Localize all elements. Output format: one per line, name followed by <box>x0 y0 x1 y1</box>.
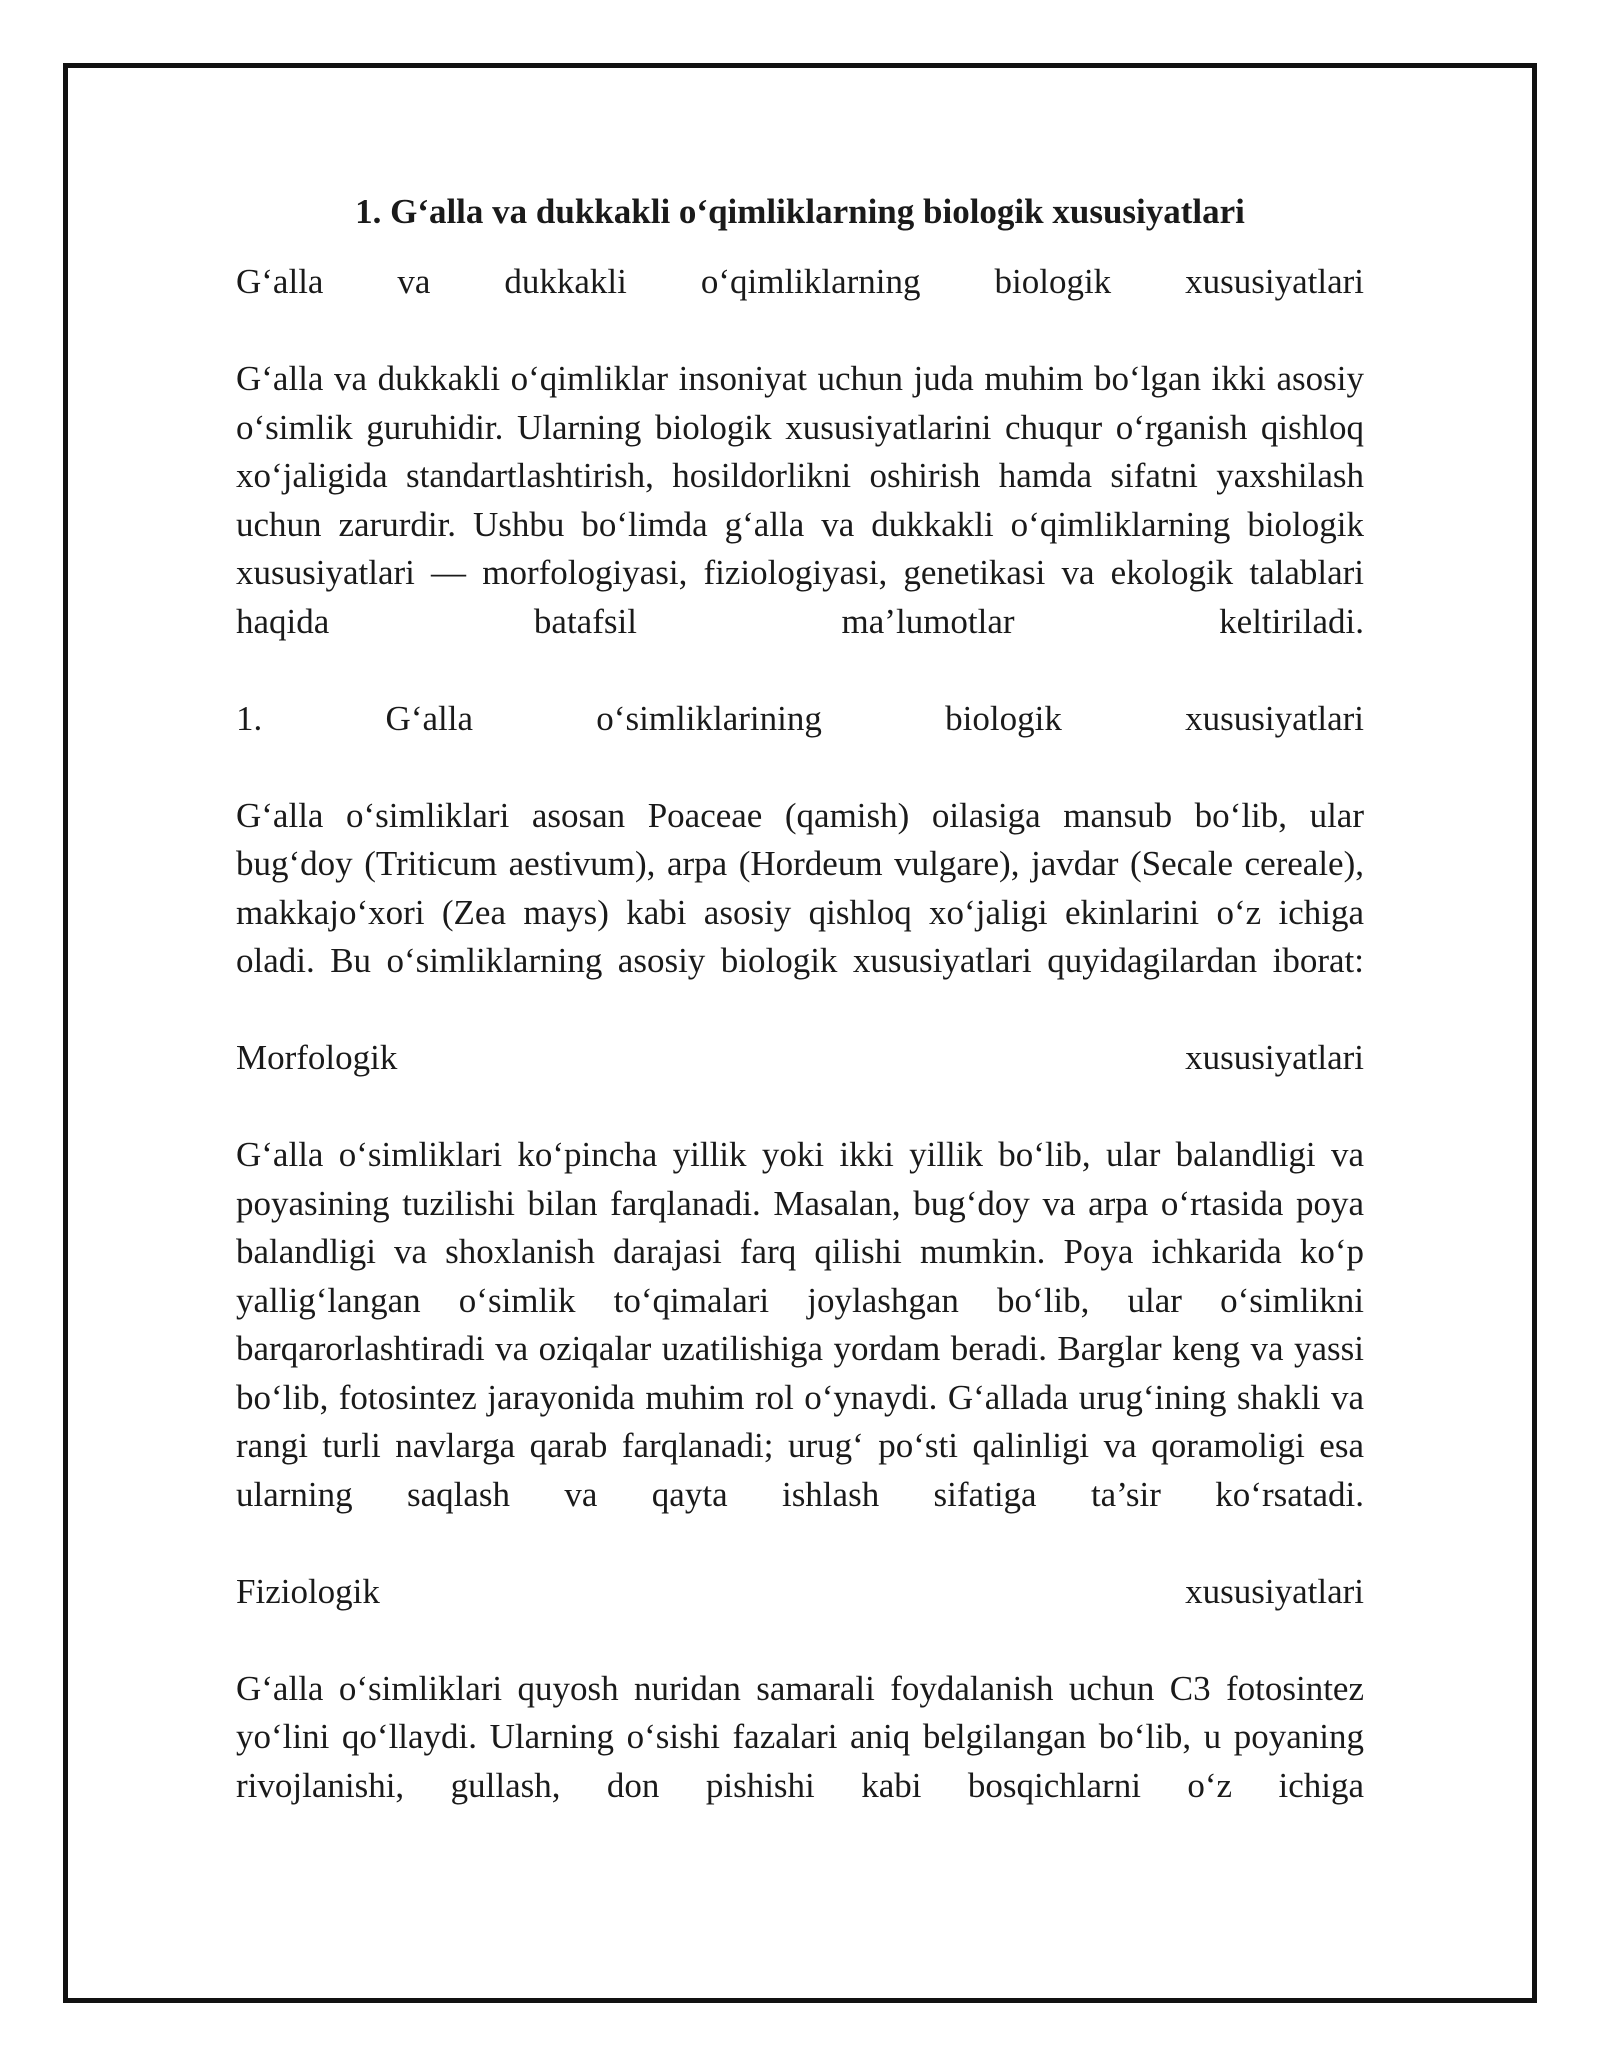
section-heading-galla: 1. G‘alla o‘simliklarining biologik xususiyatlari <box>236 698 1364 738</box>
document-title: 1. G‘alla va dukkakli o‘qimliklarning biologik xususiyatlari <box>355 192 1245 231</box>
fiziologik-paragraph: G‘alla o‘simliklari quyosh nuridan samarali foydalanish uchun C3 fotosintez yo‘lini qo‘llaydi. Ularning o‘sishi fazalari aniq belgilangan bo‘lib, u poyaning rivojlanishi, gullash, don pishishi kabi bosqichlarni o‘z ichiga <box>236 1668 1364 1805</box>
subheading-fiziologik: Fiziologik xususiyatlari <box>236 1571 1364 1611</box>
intro-paragraph: G‘alla va dukkakli o‘qimliklar insoniyat uchun juda muhim bo‘lgan ikki asosiy o‘simlik guruhidir. Ularning biologik xususiyatlarini chuqur o‘rganish qishloq xo‘jaligida standartlashtirish, hosildorlikni oshirish hamda sifatni yaxshilash uchun zarurdir. Ushbu bo‘limda g‘alla va dukkakli o‘qimliklarning biologik xususiyatlari — morfologiyasi, fiziologiyasi, genetikasi va ekologik talablari haqida batafsil ma’lumotlar keltiriladi. <box>236 359 1364 641</box>
paragraph-gap <box>236 307 1364 356</box>
paragraph-gap <box>236 743 1364 792</box>
subtitle-line: G‘alla va dukkakli o‘qimliklarning biologik xususiyatlari <box>236 262 1364 301</box>
paragraph-gap <box>236 986 1364 1035</box>
paragraph-gap <box>236 1083 1364 1132</box>
paragraph-gap <box>236 646 1364 695</box>
subheading-morfologik: Morfologik xususiyatlari <box>236 1038 1364 1077</box>
galla-paragraph: G‘alla o‘simliklari asosan Poaceae (qamish) oilasiga mansub bo‘lib, ular bug‘doy (Triticum aestivum), arpa (Hordeum vulgare), javdar (Secale cereale), makkajo‘xori (Zea mays) kabi asosiy qishloq xo‘jaligi ekinlarini o‘z ichiga oladi. Bu o‘simliklarning asosiy biologik xususiyatlari quyidagilardan iborat: <box>236 795 1364 980</box>
morfologik-paragraph: G‘alla o‘simliklari ko‘pincha yillik yoki ikki yillik bo‘lib, ular balandligi va poyasining tuzilishi bilan farqlanadi. Masalan, bug‘doy va arpa o‘rtasida poya balandligi va shoxlanish darajasi farq qilishi mumkin. Poya ichkarida ko‘p yallig‘langan o‘simlik to‘qimalari joylashgan bo‘lib, ular o‘simlikni barqarorlashtiradi va oziqalar uzatilishiga yordam beradi. Barglar keng va yassi bo‘lib, fotosintez jarayonida muhim rol o‘ynaydi. G‘allada urug‘ining shakli va rangi turli navlarga qarab farqlanadi; urug‘ po‘sti qalinligi va qoramoligi esa ularning saqlash va qayta ishlash sifatiga ta’sir ko‘rsatadi. <box>236 1135 1364 1514</box>
paragraph-gap <box>236 1519 1364 1568</box>
paragraph-gap <box>236 1616 1364 1665</box>
document-body <box>236 188 1364 1810</box>
